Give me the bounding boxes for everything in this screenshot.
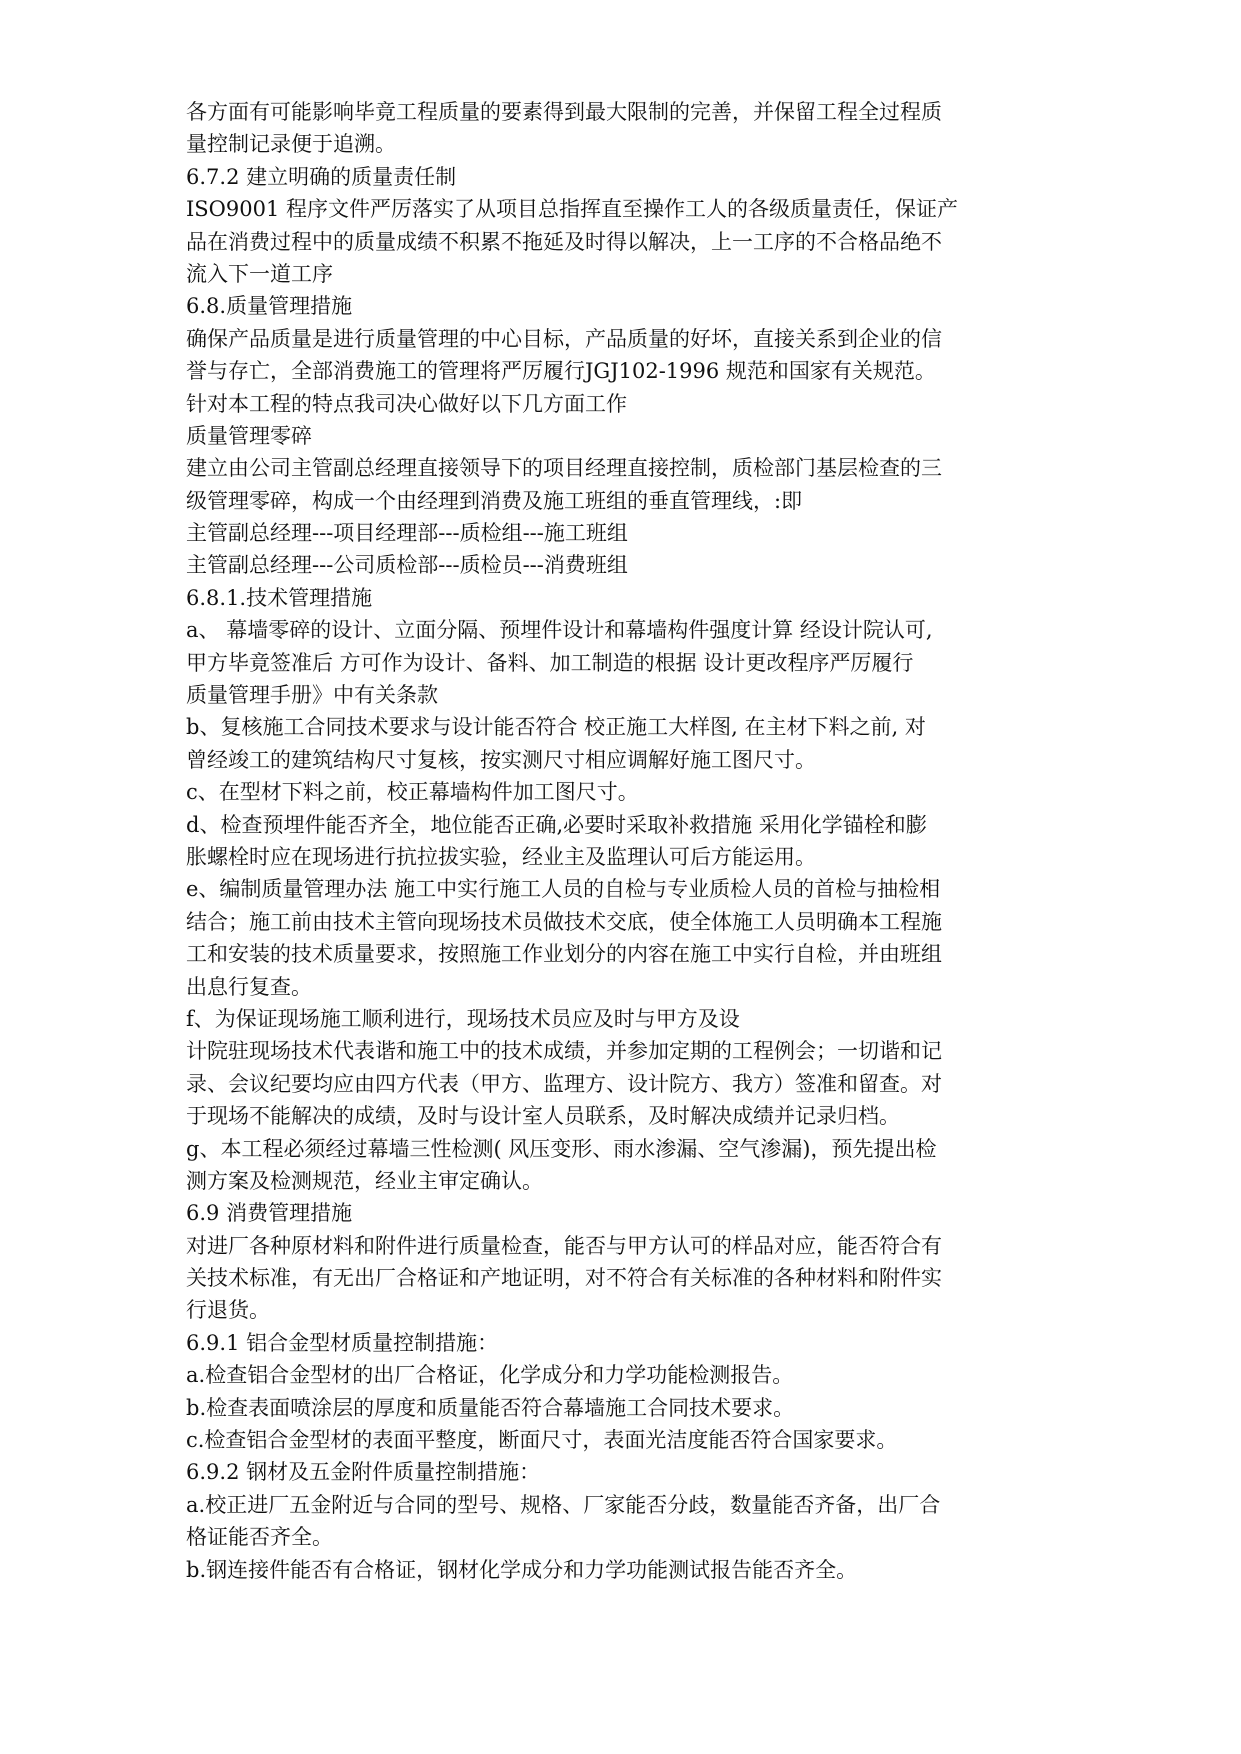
section-heading-6-9-1: 6.9.1 铝合金型材质量控制措施： (186, 1330, 499, 1355)
text-line: 建立由公司主管副总经理直接领导下的项目经理直接控制，质检部门基层检查的三 (186, 456, 942, 481)
text-line: 关技术标准，有无出厂合格证和产地证明，对不符合有关标准的各种材料和附件实 (186, 1266, 942, 1291)
section-heading-6-8: 6.8.质量管理措施 (186, 294, 353, 319)
text-line: 流入下一道工序 (186, 261, 333, 286)
text-line: 甲方毕竟签准后 方可作为设计、备料、加工制造的根据 设计更改程序严厉履行 (186, 650, 914, 675)
text-line: 质量管理手册》中有关条款 (186, 683, 438, 708)
text-line: 录、会议纪要均应由四方代表（甲方、监理方、设计院方、我方）签准和留查。对 (186, 1071, 942, 1096)
text-line: ISO9001 程序文件严厉落实了从项目总指挥直至操作工人的各级质量责任，保证产 (186, 197, 959, 222)
section-heading-6-7-2: 6.7.2 建立明确的质量责任制 (186, 164, 457, 189)
text-line: 量控制记录便于追溯。 (186, 132, 396, 157)
text-line: 主管副总经理---项目经理部---质检组---施工班组 (186, 521, 628, 546)
section-heading-6-9-2: 6.9.2 钢材及五金附件质量控制措施： (186, 1460, 541, 1485)
section-heading-6-9: 6.9 消费管理措施 (186, 1201, 353, 1226)
text-line: b.钢连接件能否有合格证，钢材化学成分和力学功能测试报告能否齐全。 (186, 1557, 858, 1582)
text-line: 确保产品质量是进行质量管理的中心目标，产品质量的好坏，直接关系到企业的信 (186, 326, 942, 351)
text-line: 测方案及检测规范，经业主审定确认。 (186, 1168, 543, 1193)
text-line: b、复核施工合同技术要求与设计能否符合 校正施工大样图, 在主材下料之前, 对 (186, 715, 926, 740)
text-line: a、 幕墙零碎的设计、立面分隔、预埋件设计和幕墙构件强度计算 经设计院认可, (186, 618, 933, 643)
text-line: 曾经竣工的建筑结构尺寸复核，按实测尺寸相应调解好施工图尺寸。 (186, 747, 816, 772)
text-line: 于现场不能解决的成绩，及时与设计室人员联系，及时解决成绩并记录归档。 (186, 1104, 900, 1129)
document-body (186, 96, 1086, 1586)
text-line: 各方面有可能影响毕竟工程质量的要素得到最大限制的完善，并保留工程全过程质 (186, 100, 942, 124)
section-heading-6-8-1: 6.8.1.技术管理措施 (186, 585, 373, 610)
text-line: e、编制质量管理办法 施工中实行施工人员的自检与专业质检人员的首检与抽检相 (186, 877, 941, 902)
text-line: g、本工程必须经过幕墙三性检测( 风压变形、雨水渗漏、空气渗漏)，预先提出检 (186, 1136, 937, 1161)
text-line: 胀螺栓时应在现场进行抗拉拔实验，经业主及监理认可后方能运用。 (186, 844, 816, 869)
text-line: 主管副总经理---公司质检部---质检员---消费班组 (186, 553, 628, 578)
text-line: f、为保证现场施工顺利进行，现场技术员应及时与甲方及设 (186, 1006, 740, 1031)
text-line: d、检查预埋件能否齐全，地位能否正确,必要时采取补救措施 采用化学锚栓和膨 (186, 812, 927, 837)
text-line: c、在型材下料之前，校正幕墙构件加工图尺寸。 (186, 780, 639, 805)
text-line: 誉与存亡，全部消费施工的管理将严厉履行JGJ102-1996 规范和国家有关规范。 (186, 359, 936, 384)
text-line: 级管理零碎，构成一个由经理到消费及施工班组的垂直管理线，:即 (186, 488, 803, 513)
text-line: 格证能否齐全。 (186, 1525, 333, 1550)
text-line: a.校正进厂五金附近与合同的型号、规格、厂家能否分歧，数量能否齐备，出厂合 (186, 1492, 941, 1517)
text-line: 出息行复查。 (186, 974, 312, 999)
text-line: 行退货。 (186, 1298, 270, 1323)
text-line: 对进厂各种原材料和附件进行质量检查，能否与甲方认可的样品对应，能否符合有 (186, 1233, 942, 1258)
text-line: 结合；施工前由技术主管向现场技术员做技术交底，使全体施工人员明确本工程施 (186, 909, 942, 934)
text-line: 品在消费过程中的质量成绩不积累不拖延及时得以解决，上一工序的不合格品绝不 (186, 229, 942, 254)
text-line: c.检查铝合金型材的表面平整度，断面尺寸，表面光洁度能否符合国家要求。 (186, 1428, 898, 1453)
text-line: 工和安装的技术质量要求，按照施工作业划分的内容在施工中实行自检，并由班组 (186, 942, 942, 967)
text-line: b.检查表面喷涂层的厚度和质量能否符合幕墙施工合同技术要求。 (186, 1395, 795, 1420)
text-line: 针对本工程的特点我司决心做好以下几方面工作 (186, 391, 627, 416)
text-line: a.检查铝合金型材的出厂合格证，化学成分和力学功能检测报告。 (186, 1363, 794, 1388)
subheading: 质量管理零碎 (186, 423, 312, 448)
text-line: 计院驻现场技术代表谐和施工中的技术成绩，并参加定期的工程例会；一切谐和记 (186, 1039, 942, 1064)
